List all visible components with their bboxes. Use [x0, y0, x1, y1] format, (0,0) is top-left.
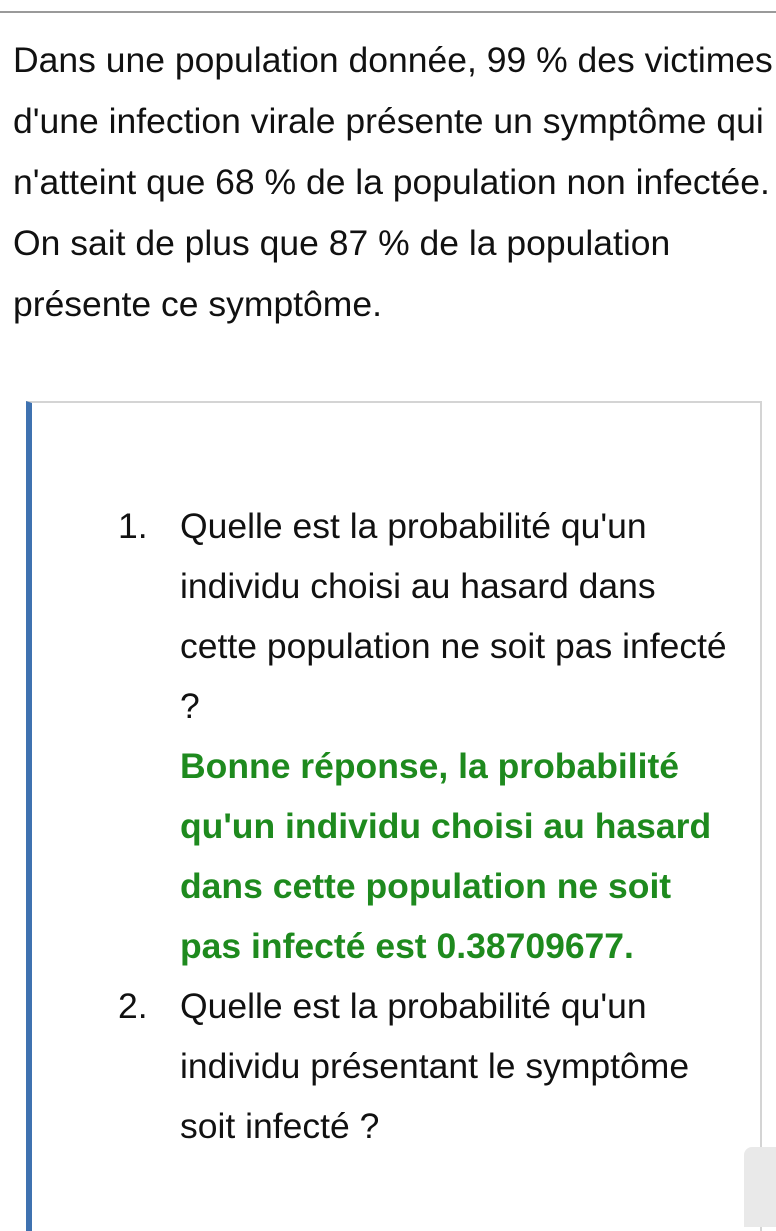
question-item-2: [32, 976, 752, 1156]
question-number: 1.: [118, 506, 148, 546]
scroll-tab[interactable]: [744, 1147, 776, 1227]
question-text: Quelle est la probabilité qu'un individu présentant le symptôme soit infecté ?: [180, 986, 690, 1146]
correct-answer-feedback: Bonne réponse, la probabilité qu'un individu choisi au hasard dans cette population ne soit pas infecté est 0.38709677.: [180, 746, 712, 966]
problem-statement: Dans une population donnée, 99 % des victimes d'une infection virale présente un symptôme qui n'atteint que 68 % de la population non infectée. On sait de plus que 87 % de la population présente ce symptôme.: [13, 40, 773, 324]
question-panel: [26, 401, 762, 1231]
question-number: 2.: [118, 986, 148, 1026]
top-divider: [0, 11, 776, 13]
question-text: Quelle est la probabilité qu'un individu choisi au hasard dans cette population ne soit pas infecté ?: [180, 506, 727, 726]
question-list: [32, 496, 752, 1156]
question-item-1: [32, 496, 752, 976]
